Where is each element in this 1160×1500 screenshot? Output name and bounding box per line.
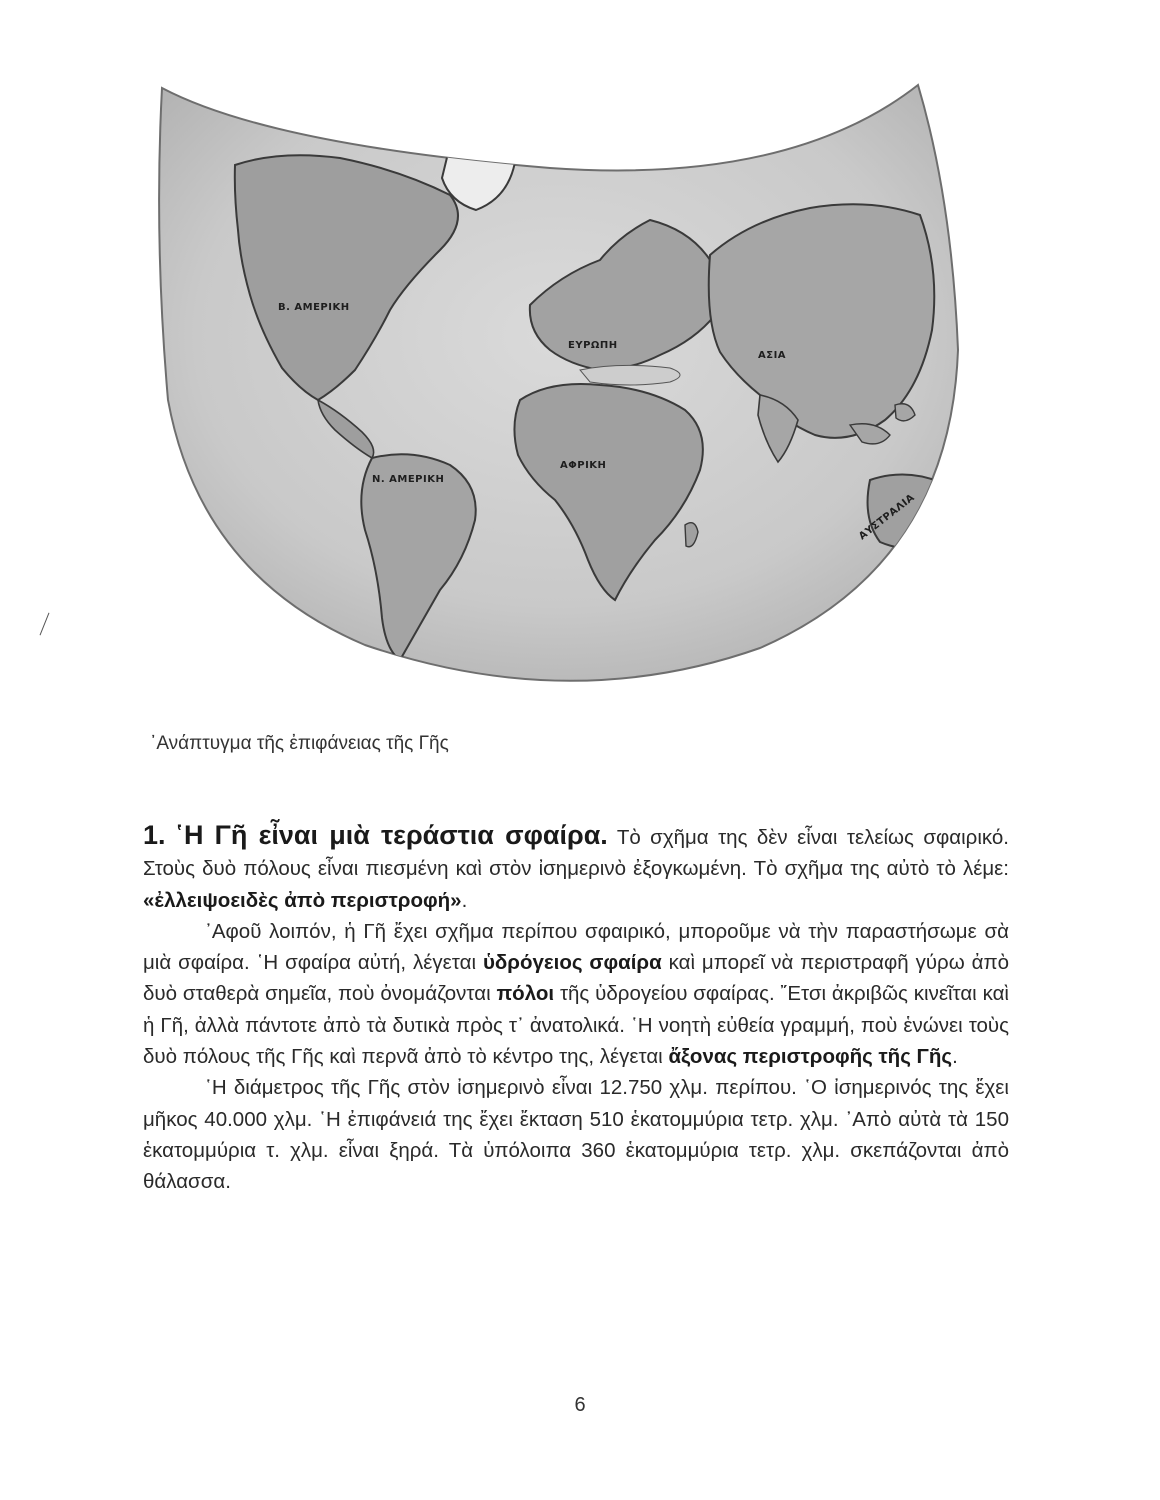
term-ellipsoid: «ἐλλειψοειδὲς ἀπὸ περιστροφή» [143,888,462,912]
page-number: 6 [574,1394,586,1416]
section-title: ῾Η Γῆ εἶναι μιὰ τεράστια σφαίρα. [174,820,608,850]
label-north-america: Β. ΑΜΕΡΙΚΗ [278,302,350,313]
paragraph-2-text-e: τῆς ὑδρογείου σφαίρας. ῎Ετσι ἀκριβῶς κινεῖται καὶ ἡ Γῆ, ἀλλὰ πάντοτε ἀπὸ τὰ δυτικὰ πρὸς τ᾿ ἀνατολικά. ῾Η νοητὴ εὐθεία γραμμή, ποὺ ἑνώνει τοὺς δυὸ πόλους τῆς Γῆς καὶ περνᾶ ἀπὸ τὸ κέντρο της, λέγεται [143,982,1009,1069]
term-poles: πόλοι [496,982,555,1006]
paragraph-1-text-a: Τὸ σχῆμα της δὲν εἶναι τελείως σφαιρικό. Στοὺς δυὸ πόλους εἶναι πιεσμένη καὶ στὸν ἰσημερινὸ ἐξογκωμένη. Τὸ σχῆμα της αὐτὸ τὸ λέμε: [143,826,1009,881]
term-globe: ὑδρόγειος σφαίρα [482,951,662,975]
paragraph-2 [143,916,1009,1072]
paragraph-1-text-c: . [461,888,468,912]
paragraph-1 [143,820,1009,916]
label-australia: ΑΥΣΤΡΑΛΙΑ [857,492,917,543]
paragraph-3: ῾Η διάμετρος τῆς Γῆς στὸν ἰσημερινὸ εἶναι 12.750 χλμ. περίπου. ῾Ο ἰσημερινός της ἔχει μῆκος 40.000 χλμ. ῾Η ἐπιφάνειά της ἔχει ἔκταση 510 ἑκατομμύρια τετρ. χλμ. ᾿Απὸ αὐτὰ τὰ 150 ἑκατομμύρια τ. χλμ. εἶναι ξηρά. Τὰ ὑπόλοιπα 360 ἑκατομμύρια τετρ. χλμ. σκεπάζονται ἀπὸ θάλασσα. [143,1076,1009,1194]
section-body [143,820,1009,1198]
paragraph-2-text-g: . [952,1045,958,1069]
mediterranean-sea [580,365,680,385]
scan-mark [40,613,50,636]
world-map-figure [150,70,970,700]
map-caption: ᾿Ανάπτυγμα τῆς ἐπιφάνειας τῆς Γῆς [150,733,449,754]
australia-landmass [868,474,948,548]
label-europe: ΕΥΡΩΠΗ [568,340,618,351]
label-asia: ΑΣΙΑ [758,350,787,361]
section-number: 1. [143,820,166,850]
term-axis: ἄξονας περιστροφῆς τῆς Γῆς [668,1045,953,1069]
label-south-america: Ν. ΑΜΕΡΙΚΗ [372,474,445,485]
label-africa: ΑΦΡΙΚΗ [560,460,607,471]
paragraph-2-text-c: καὶ μπορεῖ νὰ περιστραφῆ γύρω ἀπὸ δυὸ σταθερὰ σημεῖα, ποὺ ὀνομάζονται [143,951,1010,1006]
paragraph-2-text-a: ᾿Αφοῦ λοιπόν, ἡ Γῆ ἔχει σχῆμα περίπου σφαιρικό, μποροῦμε νὰ τὴν παραστήσωμε σὰ μιὰ σφαίρα. ῾Η σφαίρα αὐτή, λέγεται [143,919,1009,975]
world-map-illustration [150,70,970,700]
